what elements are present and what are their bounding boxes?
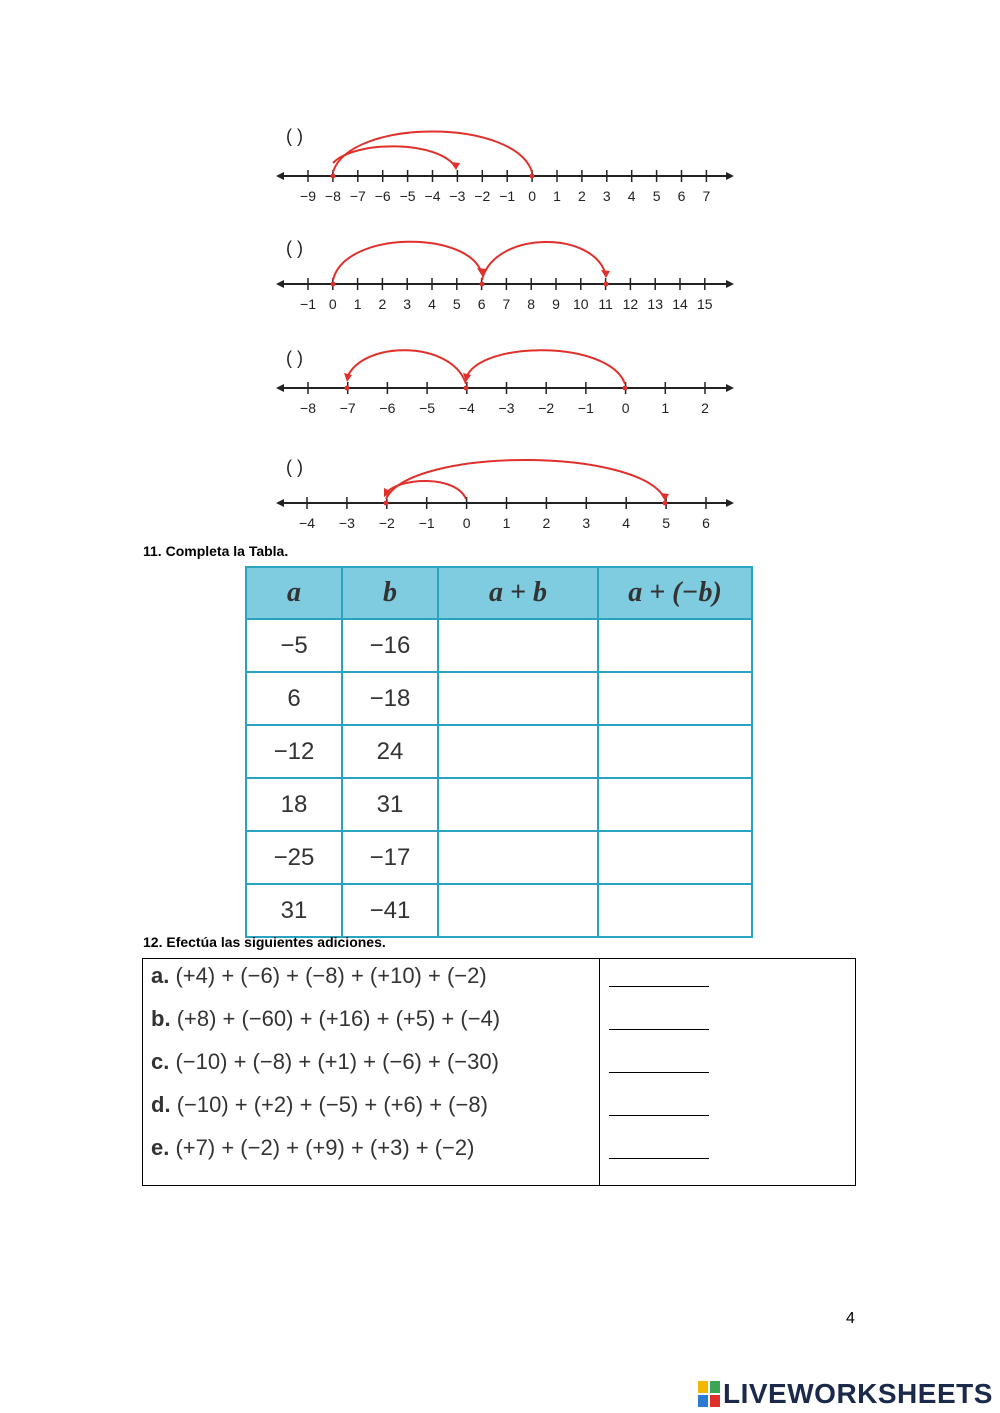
answer-blank[interactable]: [609, 1071, 709, 1073]
table-cell: −17: [342, 831, 438, 884]
answer-cell[interactable]: [438, 619, 598, 672]
addition-item: [151, 1092, 488, 1118]
tick-label: 15: [697, 296, 713, 312]
tick-label: 4: [428, 296, 436, 312]
tick-label: 1: [661, 400, 670, 416]
tick-label: 2: [378, 296, 387, 312]
tick-label: 7: [702, 188, 711, 204]
tick-label: −9: [300, 188, 316, 204]
answer-cell[interactable]: [438, 884, 598, 937]
tick-label: 5: [652, 188, 661, 204]
answer-cell[interactable]: [598, 725, 752, 778]
header-a: a: [246, 567, 342, 619]
item-letter: a.: [151, 963, 170, 988]
answer-cell[interactable]: [598, 672, 752, 725]
addition-item: [151, 963, 487, 989]
section-12-heading: 12. Efectúa las siguientes adiciones.: [143, 934, 386, 950]
answer-paren: ( ): [286, 348, 303, 368]
tick-label: 0: [621, 400, 630, 416]
tick-label: −5: [399, 188, 416, 204]
item-letter: e.: [151, 1135, 170, 1160]
tick-label: −3: [338, 515, 355, 531]
tick-label: 8: [527, 296, 536, 312]
table-row: [246, 778, 752, 831]
answer-cell[interactable]: [438, 831, 598, 884]
jump-arrow: [386, 460, 665, 499]
table-cell: −25: [246, 831, 342, 884]
table-row: [246, 619, 752, 672]
tick-label: 14: [672, 296, 688, 312]
item-expression: (−10) + (+2) + (−5) + (+6) + (−8): [176, 1092, 488, 1117]
tick-label: −3: [449, 188, 466, 204]
answer-cell[interactable]: [438, 725, 598, 778]
jump-arrow: [347, 350, 466, 384]
tick-label: −6: [379, 400, 396, 416]
tick-label: 9: [552, 296, 560, 312]
tick-label: −4: [458, 400, 475, 416]
jump-arrow: [333, 242, 482, 280]
answer-blank[interactable]: [609, 985, 709, 987]
header-b: b: [342, 567, 438, 619]
tick-label: −8: [324, 188, 341, 204]
tick-label: 4: [627, 188, 636, 204]
tick-label: 2: [701, 400, 709, 416]
tick-label: −5: [419, 400, 436, 416]
complete-table: [245, 566, 753, 938]
table-row: [246, 725, 752, 778]
logo-icon: [698, 1381, 720, 1407]
header-a-plus-neg-b: a + (−b): [598, 567, 752, 619]
divider: [599, 959, 600, 1185]
table-cell: −5: [246, 619, 342, 672]
tick-label: 4: [622, 515, 631, 531]
tick-label: −3: [498, 400, 515, 416]
jump-arrow: [386, 481, 466, 499]
tick-label: 6: [677, 188, 686, 204]
table-cell: −18: [342, 672, 438, 725]
item-letter: d.: [151, 1092, 171, 1117]
tick-label: 0: [328, 296, 337, 312]
table-cell: 31: [342, 778, 438, 831]
tick-label: −2: [538, 400, 555, 416]
item-expression: (+4) + (−6) + (−8) + (+10) + (−2): [175, 963, 487, 988]
answer-cell[interactable]: [438, 778, 598, 831]
table-row: [246, 831, 752, 884]
answer-paren: ( ): [286, 457, 303, 477]
addition-item: [151, 1135, 474, 1161]
table-cell: 18: [246, 778, 342, 831]
tick-label: −4: [424, 188, 441, 204]
page-number: 4: [846, 1310, 855, 1327]
item-expression: (+7) + (−2) + (+9) + (+3) + (−2): [175, 1135, 475, 1160]
tick-label: −1: [300, 296, 316, 312]
tick-label: 1: [353, 296, 362, 312]
addition-item: [151, 1049, 499, 1075]
number-line-2: [260, 230, 740, 322]
tick-label: −4: [299, 515, 315, 531]
tick-label: −1: [499, 188, 516, 204]
tick-label: −7: [339, 400, 356, 416]
tick-label: −7: [349, 188, 366, 204]
tick-label: −1: [577, 400, 594, 416]
section-11-heading: 11. Completa la Tabla.: [143, 543, 289, 559]
item-expression: (−10) + (−8) + (+1) + (−6) + (−30): [175, 1049, 499, 1074]
table-cell: 6: [246, 672, 342, 725]
additions-box: [142, 958, 856, 1186]
item-letter: b.: [151, 1006, 171, 1031]
tick-label: 3: [602, 188, 611, 204]
tick-label: −1: [418, 515, 435, 531]
tick-label: 12: [622, 296, 639, 312]
logo-text: LIVEWORKSHEETS: [723, 1378, 993, 1409]
tick-label: 3: [403, 296, 412, 312]
tick-label: 0: [462, 515, 471, 531]
tick-label: 10: [573, 296, 589, 312]
number-line-3: [260, 340, 740, 432]
tick-label: 11: [598, 296, 613, 312]
tick-label: −8: [300, 400, 316, 416]
table-cell: 24: [342, 725, 438, 778]
jump-arrow: [466, 350, 625, 384]
tick-label: 1: [502, 515, 511, 531]
tick-label: 5: [452, 296, 461, 312]
tick-label: −6: [374, 188, 391, 204]
tick-label: −2: [474, 188, 491, 204]
answer-cell[interactable]: [598, 831, 752, 884]
tick-label: 6: [477, 296, 486, 312]
table-cell: 31: [246, 884, 342, 937]
tick-label: 6: [702, 515, 710, 531]
table-row: [246, 672, 752, 725]
item-letter: c.: [151, 1049, 170, 1074]
tick-label: −2: [378, 515, 395, 531]
tick-label: 2: [542, 515, 551, 531]
liveworksheets-logo: [698, 1378, 993, 1410]
number-line-1: [260, 118, 740, 210]
tick-label: 1: [553, 188, 561, 204]
answer-cell[interactable]: [438, 672, 598, 725]
answer-cell[interactable]: [598, 619, 752, 672]
answer-paren: ( ): [286, 126, 303, 146]
answer-blank[interactable]: [609, 1157, 709, 1159]
answer-cell[interactable]: [598, 884, 752, 937]
answer-paren: ( ): [286, 238, 303, 258]
tick-label: 5: [662, 515, 670, 531]
addition-item: [151, 1006, 500, 1032]
header-a-plus-b: a + b: [438, 567, 598, 619]
table-cell: −41: [342, 884, 438, 937]
answer-blank[interactable]: [609, 1114, 709, 1116]
number-line-4: [260, 455, 740, 539]
answer-cell[interactable]: [598, 778, 752, 831]
answer-blank[interactable]: [609, 1028, 709, 1030]
item-expression: (+8) + (−60) + (+16) + (+5) + (−4): [176, 1006, 501, 1031]
tick-label: 2: [578, 188, 586, 204]
tick-label: 13: [647, 296, 663, 312]
tick-label: 0: [528, 188, 536, 204]
table-cell: −12: [246, 725, 342, 778]
tick-label: 7: [502, 296, 511, 312]
table-cell: −16: [342, 619, 438, 672]
jump-arrow: [482, 242, 606, 280]
table-row: [246, 884, 752, 937]
tick-label: 3: [582, 515, 591, 531]
